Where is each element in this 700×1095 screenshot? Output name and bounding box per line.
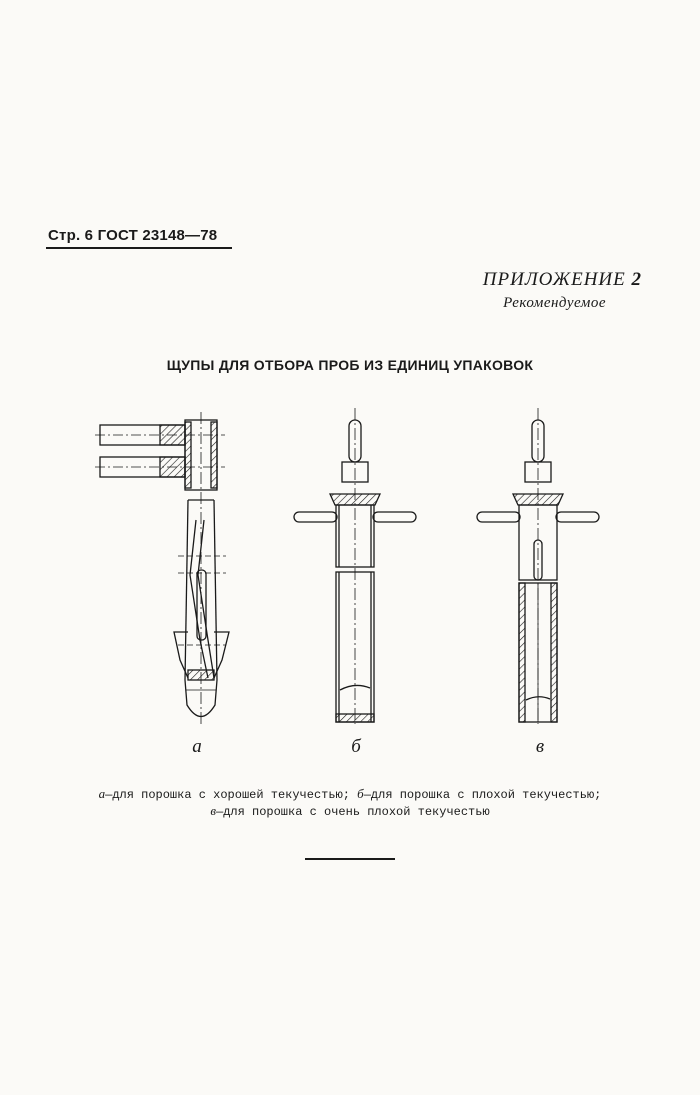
appendix-status: Рекомендуемое [503, 295, 606, 311]
probe-c [477, 408, 599, 724]
sampling-probes-drawing [0, 400, 700, 770]
caption-text-a: —для порошка с хорошей текучестью; [105, 788, 350, 802]
appendix-number: 2 [631, 269, 642, 290]
figure-label-a: а [192, 736, 202, 757]
appendix-word: ПРИЛОЖЕНИЕ [482, 269, 626, 290]
probe-b [294, 408, 416, 724]
page-header: Стр. 6 ГОСТ 23148—78 [48, 227, 218, 244]
caption-line-2 [0, 803, 700, 820]
caption-key-c: в [210, 803, 216, 818]
caption-key-a: а [98, 786, 106, 801]
caption-text-c: —для порошка с очень плохой текучестью [216, 805, 490, 819]
header-rule [46, 247, 232, 249]
end-rule [305, 858, 395, 860]
caption-text-b: —для порошка с плохой текучестью; [363, 788, 602, 802]
appendix-title [483, 269, 642, 291]
figure-caption [0, 786, 700, 820]
probe-a [95, 412, 229, 724]
caption-key-b: б [357, 786, 364, 801]
figure-label-b: б [351, 736, 361, 757]
figure-title: ЩУПЫ ДЛЯ ОТБОРА ПРОБ ИЗ ЕДИНИЦ УПАКОВОК [166, 357, 534, 373]
figure-label-c: в [535, 736, 545, 757]
caption-line-1 [0, 786, 700, 803]
